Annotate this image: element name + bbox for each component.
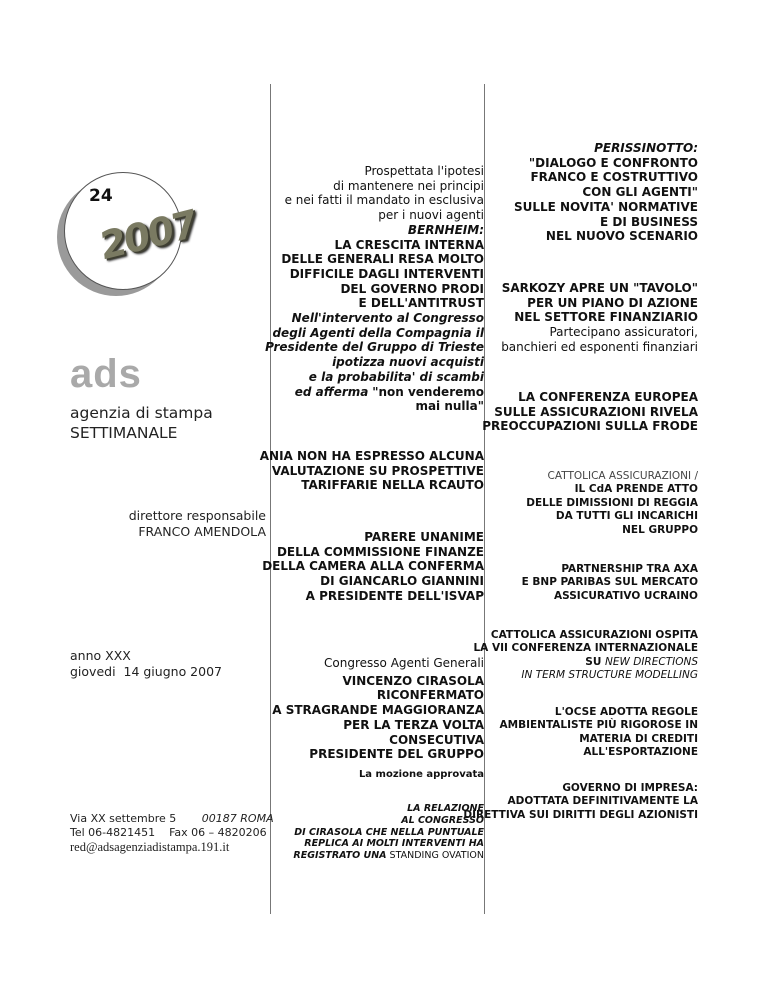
- story-sarkozy[interactable]: [458, 281, 698, 355]
- bernheim-headline-1: LA CRESCITA INTERNA: [334, 237, 484, 252]
- badge-disc: [64, 172, 198, 290]
- governo-line-3: DIRETTIVA SUI DIRITTI DEGLI AZIONISTI: [463, 808, 698, 821]
- story-parere[interactable]: [244, 530, 484, 604]
- bernheim-headline-3: DIFFICILE DAGLI INTERVENTI: [289, 266, 484, 281]
- cattolica-conf-line-2: LA VII CONFERENZA INTERNAZIONALE: [473, 642, 698, 655]
- story-relazione[interactable]: [244, 803, 484, 862]
- bernheim-intro-2: di mantenere nei principi: [333, 178, 484, 193]
- parere-line-4: DI GIANCARLO GIANNINI: [320, 574, 484, 589]
- conferenza-line-3: PREOCCUPAZIONI SULLA FRODE: [482, 419, 698, 434]
- congresso-headline-6: PRESIDENTE DEL GRUPPO: [309, 747, 484, 762]
- relazione-line-1: LA RELAZIONE: [407, 803, 484, 814]
- cattolica-conf-line-1: CATTOLICA ASSICURAZIONI OSPITA: [490, 629, 698, 641]
- issue-year-emblem: 2007: [98, 201, 198, 269]
- sarkozy-headline-1: SARKOZY APRE UN "TAVOLO": [501, 281, 698, 295]
- email-link[interactable]: red@adsagenziadistampa.191.it: [70, 840, 230, 854]
- story-ania[interactable]: [244, 449, 484, 493]
- bernheim-detail-2: degli Agenti della Compagnia il: [272, 325, 484, 340]
- ocse-line-1: L'OCSE ADOTTA REGOLE: [554, 706, 698, 718]
- bernheim-quote-lead: ed afferma: [294, 384, 369, 399]
- cattolica-conf-su: SU: [585, 655, 606, 668]
- cattolica-reggia-headline-3: DA TUTTI GLI INCARICHI: [555, 510, 698, 523]
- sarkozy-headline-2: PER UN PIANO DI AZIONE: [527, 295, 698, 310]
- cattolica-reggia-kicker: CATTOLICA ASSICURAZIONI /: [547, 470, 698, 482]
- frequency-label: SETTIMANALE: [70, 424, 178, 442]
- axa-line-1: PARTNERSHIP TRA AXA: [561, 563, 698, 575]
- bernheim-headline-2: DELLE GENERALI RESA MOLTO: [281, 252, 484, 267]
- congresso-headline-2: RICONFERMATO: [376, 688, 484, 703]
- bernheim-quote-2: mai nulla": [415, 399, 484, 414]
- tel-fax: Tel 06-4821451 Fax 06 – 4820206: [70, 826, 267, 839]
- congresso-kicker: Congresso Agenti Generali: [324, 656, 484, 670]
- sarkozy-sub-2: banchieri ed esponenti finanziari: [501, 339, 698, 354]
- perissinotto-headline-5: E DI BUSINESS: [600, 214, 698, 229]
- ads-logo: ads: [70, 352, 142, 396]
- relazione-last-bold: REGISTRATO UNA: [293, 850, 387, 862]
- congresso-headline-4: PER LA TERZA VOLTA: [343, 717, 484, 732]
- axa-line-3: ASSICURATIVO UCRAINO: [554, 589, 698, 602]
- perissinotto-headline-6: NEL NUOVO SCENARIO: [545, 229, 698, 244]
- ocse-line-3: MATERIA DI CREDITI: [579, 732, 698, 745]
- volume-label: anno XXX: [70, 648, 131, 663]
- issue-badge: [62, 172, 198, 294]
- parere-line-5: A PRESIDENTE DELL'ISVAP: [305, 588, 484, 603]
- story-ocse[interactable]: [458, 706, 698, 760]
- bernheim-headline-5: E DELL'ANTITRUST: [358, 296, 484, 311]
- mozione-label: La mozione approvata: [358, 769, 484, 780]
- bernheim-intro-4: per i nuovi agenti: [378, 208, 484, 223]
- story-conferenza[interactable]: [458, 390, 698, 434]
- conferenza-line-2: SULLE ASSICURAZIONI RIVELA: [494, 404, 698, 419]
- parere-line-2: DELLA COMMISSIONE FINANZE: [276, 544, 484, 559]
- issue-number: 24: [89, 186, 113, 206]
- bernheim-intro-3: e nei fatti il mandato in esclusiva: [284, 193, 484, 208]
- bernheim-headline-4: DEL GOVERNO PRODI: [340, 281, 484, 296]
- bernheim-quote-text: "non venderemo: [372, 384, 484, 399]
- perissinotto-headline-4: SULLE NOVITA' NORMATIVE: [513, 199, 698, 214]
- bernheim-name: BERNHEIM:: [407, 222, 484, 237]
- director-block: [66, 508, 266, 540]
- bernheim-detail-4: ipotizza nuovi acquisti: [332, 355, 484, 370]
- ocse-line-2: AMBIENTALISTE PIÙ RIGOROSE IN: [499, 719, 698, 732]
- governo-line-2: ADOTTATA DEFINITIVAMENTE LA: [507, 795, 698, 808]
- cattolica-conf-line-3: [458, 656, 698, 669]
- conferenza-line-1: LA CONFERENZA EUROPEA: [518, 390, 698, 404]
- story-cattolica-reggia[interactable]: [458, 470, 698, 537]
- story-cattolica-conferenza[interactable]: [458, 629, 698, 683]
- issue-date: giovedi 14 giugno 2007: [70, 664, 222, 679]
- cattolica-reggia-headline-4: NEL GRUPPO: [622, 523, 698, 536]
- agency-line: agenzia di stampa: [70, 404, 213, 422]
- cattolica-reggia-headline-2: DELLE DIMISSIONI DI REGGIA: [526, 496, 698, 509]
- relazione-line-5: [244, 850, 484, 862]
- bernheim-detail-1: Nell'intervento al Congresso: [291, 311, 484, 326]
- sarkozy-sub-1: Partecipano assicuratori,: [549, 325, 698, 340]
- cattolica-reggia-headline-1: IL CdA PRENDE ATTO: [574, 483, 698, 496]
- story-perissinotto[interactable]: [478, 141, 698, 244]
- issue-info: [70, 648, 222, 680]
- ocse-line-4: ALL'ESPORTAZIONE: [583, 746, 698, 759]
- director-role: direttore responsabile: [128, 508, 266, 523]
- story-bernheim[interactable]: [244, 164, 484, 414]
- bernheim-quote-1: [244, 385, 484, 400]
- congresso-headline-1: VINCENZO CIRASOLA: [342, 673, 484, 688]
- story-congresso[interactable]: [244, 656, 484, 762]
- ania-line-1: ANIA NON HA ESPRESSO ALCUNA: [259, 449, 484, 463]
- congresso-headline-5: CONSECUTIVA: [389, 732, 484, 747]
- relazione-line-4: REPLICA AI MOLTI INTERVENTI HA: [304, 838, 484, 850]
- relazione-last-plain: STANDING OVATION: [386, 850, 484, 862]
- cattolica-conf-italic-2: IN TERM STRUCTURE MODELLING: [521, 669, 698, 682]
- story-governo[interactable]: [458, 782, 698, 822]
- bernheim-detail-5: e la probabilita' di scambi: [308, 369, 484, 384]
- ania-line-3: TARIFFARIE NELLA RCAUTO: [301, 478, 484, 493]
- address-city: 00187 ROMA: [201, 812, 274, 825]
- perissinotto-headline-3: CON GLI AGENTI": [582, 185, 698, 200]
- director-name: FRANCO AMENDOLA: [138, 524, 266, 539]
- ania-line-2: VALUTAZIONE SU PROSPETTIVE: [271, 463, 484, 478]
- axa-line-2: E BNP PARIBAS SUL MERCATO: [521, 576, 698, 589]
- relazione-line-3: DI CIRASOLA CHE NELLA PUNTUALE: [294, 826, 484, 838]
- relazione-line-2: AL CONGRESSO: [401, 814, 484, 826]
- story-axa[interactable]: [458, 563, 698, 603]
- perissinotto-name: PERISSINOTTO:: [594, 141, 698, 155]
- parere-line-1: PARERE UNANIME: [364, 530, 484, 544]
- bernheim-intro-1: Prospettata l'ipotesi: [364, 164, 484, 178]
- bernheim-detail-3: Presidente del Gruppo di Trieste: [265, 340, 484, 355]
- parere-line-3: DELLA CAMERA ALLA CONFERMA: [262, 559, 484, 574]
- cattolica-conf-italic-1: NEW DIRECTIONS: [605, 655, 698, 668]
- sarkozy-headline-3: NEL SETTORE FINANZIARIO: [514, 310, 698, 325]
- perissinotto-headline-2: FRANCO E COSTRUTTIVO: [530, 170, 698, 185]
- congresso-headline-3: A STRAGRANDE MAGGIORANZA: [272, 703, 484, 718]
- governo-line-1: GOVERNO DI IMPRESA:: [562, 782, 698, 794]
- perissinotto-headline-1: "DIALOGO E CONFRONTO: [528, 155, 698, 170]
- address-street: Via XX settembre 5: [70, 812, 177, 825]
